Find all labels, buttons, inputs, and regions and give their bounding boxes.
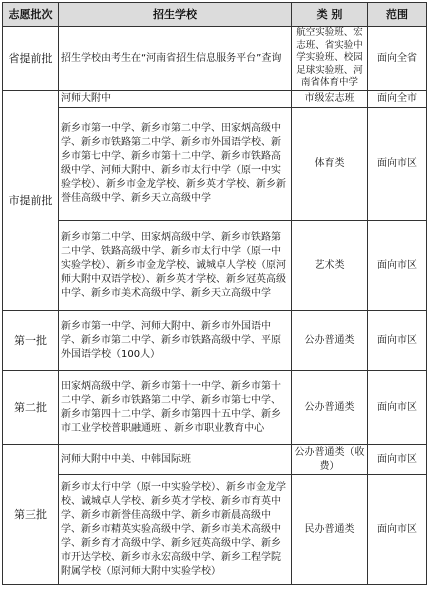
admission-table	[2, 2, 427, 585]
category-cell: 航空实验班、宏志班、省实验中学实验班、校园足球实验班、河南省体育中学	[292, 27, 368, 91]
table-row	[3, 445, 427, 475]
header-scope: 范围	[368, 3, 427, 27]
table-row	[3, 475, 427, 585]
category-cell: 体育类	[292, 108, 368, 221]
category-cell: 公办普通类（收费）	[292, 445, 368, 475]
scope-cell: 面向全市	[368, 91, 427, 108]
scope-cell: 面向市区	[368, 445, 427, 475]
scope-cell: 面向市区	[368, 108, 427, 221]
school-cell: 河师大附中中美、中韩国际班	[59, 445, 292, 475]
table-row	[3, 221, 427, 311]
school-cell: 田家炳高级中学、新乡市第十一中学、新乡市第十二中学、新乡市铁路第二中学、新乡市第七中学、新乡市第四十二中学、新乡市第四十五中学、新乡市工业学校普职融通班 、新乡市职业教育中心	[59, 371, 292, 445]
batch-cell: 省提前批	[3, 27, 59, 91]
scope-cell: 面向市区	[368, 221, 427, 311]
category-cell: 艺术类	[292, 221, 368, 311]
category-cell: 公办普通类	[292, 311, 368, 371]
table-row	[3, 91, 427, 108]
header-category: 类 别	[292, 3, 368, 27]
category-cell: 公办普通类	[292, 371, 368, 445]
table-row	[3, 27, 427, 91]
scope-cell: 面向市区	[368, 371, 427, 445]
table-header-row	[3, 3, 427, 27]
batch-cell: 第二批	[3, 371, 59, 445]
category-cell: 市级宏志班	[292, 91, 368, 108]
batch-cell: 第一批	[3, 311, 59, 371]
school-cell: 新乡市第一中学、河师大附中、新乡市外国语中学、新乡市第二中学、新乡市铁路高级中学、平原外国语学校（100人）	[59, 311, 292, 371]
table-row	[3, 108, 427, 221]
school-cell: 新乡市太行中学（原一中实验学校）、新乡市金龙学校、诚城卓人学校、新乡英才学校、新乡市育英中学、新乡市新誉佳高级中学、新乡市新晨高级中学、新乡市精英实验高级中学、新乡市美术高级中学、新乡育才高级中学、新乡冠英高级中学、新乡市开达学校、新乡市永宏高级中学、新乡工程学院附属学校（原河师大附中实验学校）	[59, 475, 292, 585]
scope-cell: 面向全省	[368, 27, 427, 91]
scope-cell: 面向市区	[368, 475, 427, 585]
scope-cell: 面向市区	[368, 311, 427, 371]
category-cell: 民办普通类	[292, 475, 368, 585]
school-cell: 河师大附中	[59, 91, 292, 108]
table-row	[3, 311, 427, 371]
school-cell: 新乡市第一中学、新乡市第二中学、田家炳高级中学、新乡市铁路第二中学、新乡市外国语学校、新乡市第七中学、新乡市第十二中学、新乡市铁路高级中学、河师大附中、新乡市太行中学（原一中实验学校）、新乡市金龙学校、新乡英才学校、新乡新誉佳高级中学、新乡天立高级中学	[59, 108, 292, 221]
table-row	[3, 371, 427, 445]
header-school: 招生学校	[59, 3, 292, 27]
batch-cell: 市提前批	[3, 91, 59, 311]
header-batch: 志愿批次	[3, 3, 59, 27]
school-cell: 招生学校由考生在“河南省招生信息服务平台”查询	[59, 27, 292, 91]
school-cell: 新乡市第二中学、田家炳高级中学、新乡市铁路第二中学、铁路高级中学、新乡市太行中学（原一中实验学校）、新乡市金龙学校、诚城卓人学校（原河师大附中双语学校）、新乡英才学校、新乡冠英高级中学、新乡市美术高级中学、新乡天立高级中学	[59, 221, 292, 311]
batch-cell: 第三批	[3, 445, 59, 585]
